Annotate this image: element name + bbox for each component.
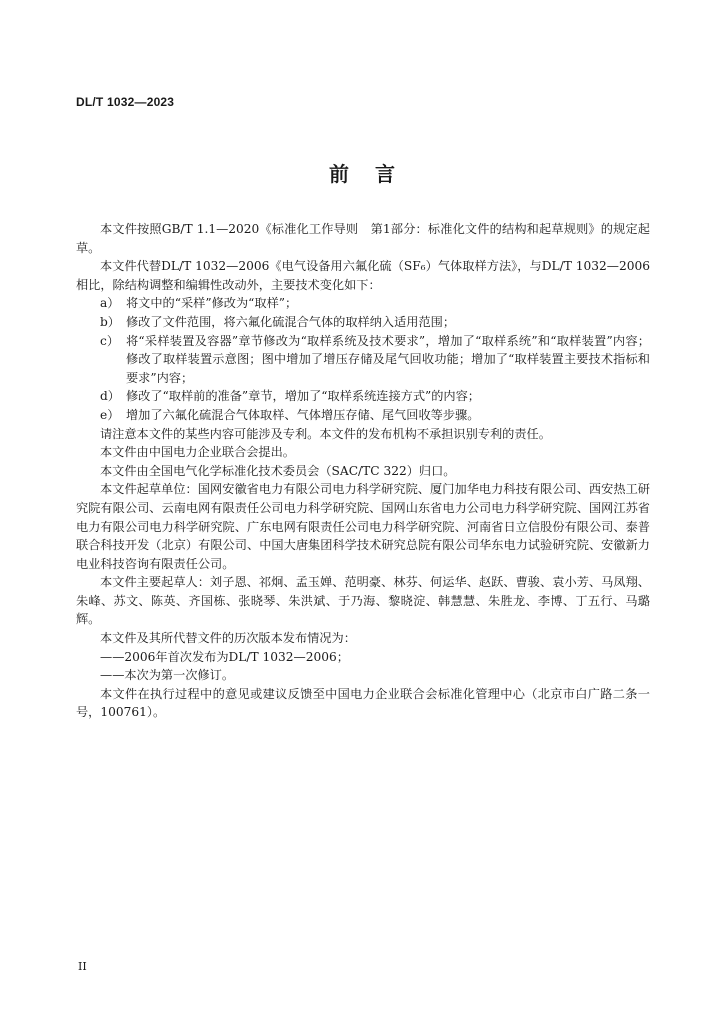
list-item	[76, 387, 650, 406]
paragraph-drafting-rules: 本文件按照GB/T 1.1—2020《标准化工作导则 第1部分：标准化文件的结构和起草规则》的规定起草。	[76, 222, 650, 255]
list-item-text: 将文中的“采样”修改为“取样”；	[126, 296, 298, 311]
paragraph-drafters: 本文件主要起草人：刘子恩、祁炯、孟玉婵、范明豪、林芬、何运华、赵跃、曹骏、袁小芳、马凤翔、朱峰、苏文、陈英、齐国栋、张晓琴、朱洪斌、于乃海、黎晓淀、韩慧慧、朱胜龙、李博、丁五行、马璐辉。	[76, 575, 650, 627]
document-code: DL/T 1032—2023	[76, 95, 175, 109]
list-item-label: c）	[100, 333, 120, 348]
foreword-body	[76, 220, 650, 722]
history-item: ——2006年首次发布为DL/T 1032—2006；	[100, 649, 349, 664]
paragraph-managed-by: 本文件由全国电气化学标准化技术委员会（SAC/TC 322）归口。	[100, 463, 456, 478]
list-item-text: 修改了“取样前的准备”章节，增加了“取样系统连接方式”的内容；	[126, 389, 480, 404]
paragraph-replacement: 本文件代替DL/T 1032—2006《电气设备用六氟化硫（SF₆）气体取样方法》，与DL/T 1032—2006相比，除结构调整和编辑性改动外，主要技术变化如下：	[76, 259, 650, 292]
paragraph-patent-notice: 请注意本文件的某些内容可能涉及专利。本文件的发布机构不承担识别专利的责任。	[100, 426, 551, 441]
paragraph-drafting-units: 本文件起草单位：国网安徽省电力有限公司电力科学研究院、厦门加华电力科技有限公司、西安热工研究院有限公司、云南电网有限责任公司电力科学研究院、国网山东省电力公司电力科学研究院、国网江苏省电力有限公司电力科学研究院、广东电网有限责任公司电力科学研究院、河南省日立信股份有限公司、泰普联合科技开发（北京）有限公司、中国大唐集团科学技术研究总院有限公司华东电力试验研究院、安徽新力电业科技咨询有限责任公司。	[76, 482, 650, 571]
page-number: II	[78, 960, 87, 973]
list-item	[76, 294, 650, 313]
list-item-text: 将“采样装置及容器”章节修改为“取样系统及技术要求”，增加了“取样系统”和“取样装置”内容；修改了取样装置示意图；图中增加了增压存储及尾气回收功能；增加了“取样装置主要技术指标和要求”内容；	[126, 333, 650, 385]
paragraph-proposer: 本文件由中国电力企业联合会提出。	[100, 445, 295, 460]
list-item-label: a）	[100, 296, 120, 311]
list-item	[76, 313, 650, 332]
history-item: ——本次为第一次修订。	[100, 668, 235, 683]
list-item	[76, 332, 650, 388]
list-item	[76, 406, 650, 425]
list-item-text: 增加了六氟化硫混合气体取样、气体增压存储、尾气回收等步骤。	[126, 407, 480, 422]
paragraph-history-intro: 本文件及其所代替文件的历次版本发布情况为：	[100, 631, 356, 646]
list-item-text: 修改了文件范围，将六氟化硫混合气体的取样纳入适用范围；	[126, 314, 456, 329]
page-title: 前言	[329, 162, 421, 186]
list-item-label: e）	[100, 407, 120, 422]
paragraph-feedback: 本文件在执行过程中的意见或建议反馈至中国电力企业联合会标准化管理中心（北京市白广路二条一号，100761）。	[76, 686, 650, 720]
list-item-label: b）	[100, 314, 120, 329]
list-item-label: d）	[100, 389, 120, 404]
